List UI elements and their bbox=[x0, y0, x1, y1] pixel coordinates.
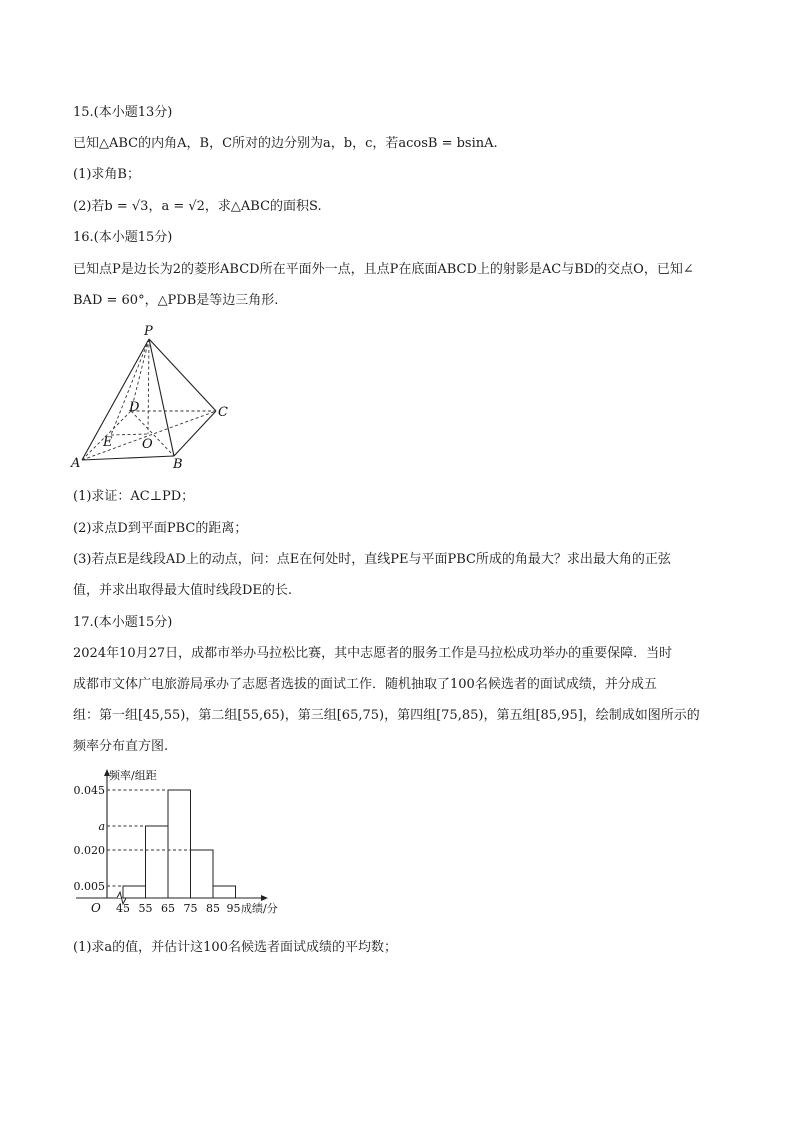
q17-stem-line1: 2024年10月27日，成都市举办马拉松比赛，其中志愿者的服务工作是马拉松成功举办的重要保障．当时 bbox=[73, 646, 673, 661]
origin-label: O bbox=[91, 901, 101, 915]
q17-part1: (1)求a的值，并估计这100名候选者面试成绩的平均数； bbox=[73, 940, 397, 955]
x-tick-65: 65 bbox=[161, 902, 175, 915]
q17-stem-line2: 成都市文体广电旅游局承办了志愿者选拔的面试工作．随机抽取了100名候选者的面试成绩，并分成五 bbox=[73, 677, 657, 692]
histogram-bar-85-95 bbox=[213, 886, 236, 898]
x-tick-75: 75 bbox=[183, 902, 198, 915]
q16-stem-line2: BAD = 60°，△PDB是等边三角形. bbox=[73, 293, 279, 308]
x-tick-85: 85 bbox=[206, 902, 220, 915]
label-c: C bbox=[218, 405, 228, 420]
edge-bc bbox=[174, 411, 216, 456]
edge-pb bbox=[149, 339, 174, 456]
label-a: A bbox=[71, 456, 81, 471]
y-tick-0005: 0.005 bbox=[73, 880, 105, 893]
q15-part1: (1)求角B； bbox=[73, 167, 140, 182]
label-d: D bbox=[129, 400, 140, 415]
segment-eo bbox=[111, 434, 148, 435]
q15-part2: (2)若b = √3，a = √2，求△ABC的面积S. bbox=[73, 199, 322, 214]
q16-part3-line1: (3)若点E是线段AD上的动点，问：点E在何处时，直线PE与平面PBC所成的角最大？求出最大角的正弦 bbox=[73, 552, 671, 567]
edge-pc bbox=[149, 339, 216, 411]
q17-stem-line4: 频率分布直方图. bbox=[73, 739, 169, 754]
q16-part1: (1)求证：AC⊥PD； bbox=[73, 489, 195, 504]
q15-stem: 已知△ABC的内角A，B，C所对的边分别为a，b，c，若acosB = bsinA. bbox=[73, 136, 498, 151]
label-p: P bbox=[144, 324, 153, 339]
histogram-bar-45-55 bbox=[123, 886, 146, 898]
histogram-bar-75-85 bbox=[191, 850, 214, 898]
edge-ab bbox=[82, 456, 174, 460]
q17-stem-line3: 组：第一组[45,55)，第二组[55,65)，第三组[65,75)，第四组[75,85)，第五组[85,95]，绘制成如图所示的 bbox=[73, 708, 700, 723]
x-tick-95: 95 bbox=[226, 902, 241, 915]
y-tick-0020: 0.020 bbox=[73, 844, 105, 857]
q15-header: 15.(本小题13分) bbox=[73, 105, 173, 120]
label-b: B bbox=[173, 457, 183, 472]
x-tick-55: 55 bbox=[138, 902, 153, 915]
q16-header: 16.(本小题15分) bbox=[73, 230, 173, 245]
x-axis-arrow bbox=[261, 895, 268, 901]
y-tick-0045: 0.045 bbox=[73, 784, 105, 797]
q16-part3-line2: 值，并求出取得最大值时线段DE的长. bbox=[73, 583, 293, 598]
segment-pe bbox=[111, 339, 149, 435]
q16-stem-line1: 已知点P是边长为2的菱形ABCD所在平面外一点，且点P在底面ABCD上的射影是AC与BD的交点O，已知∠ bbox=[73, 262, 694, 277]
q16-part2: (2)求点D到平面PBC的距离； bbox=[73, 521, 248, 536]
histogram-bar-55-65 bbox=[146, 826, 169, 898]
label-o: O bbox=[142, 437, 153, 452]
histogram-bars bbox=[123, 790, 236, 898]
y-axis-label: 频率/组距 bbox=[109, 769, 157, 782]
pyramid-figure bbox=[68, 320, 248, 472]
q17-header: 17.(本小题15分) bbox=[73, 615, 173, 630]
x-axis-label: 成绩/分 bbox=[241, 902, 278, 915]
frequency-histogram bbox=[70, 768, 300, 920]
histogram-bar-65-75 bbox=[168, 790, 191, 898]
segment-po bbox=[148, 339, 149, 434]
label-e: E bbox=[103, 435, 113, 450]
x-tick-45: 45 bbox=[116, 902, 130, 915]
y-tick-a: a bbox=[98, 820, 105, 833]
